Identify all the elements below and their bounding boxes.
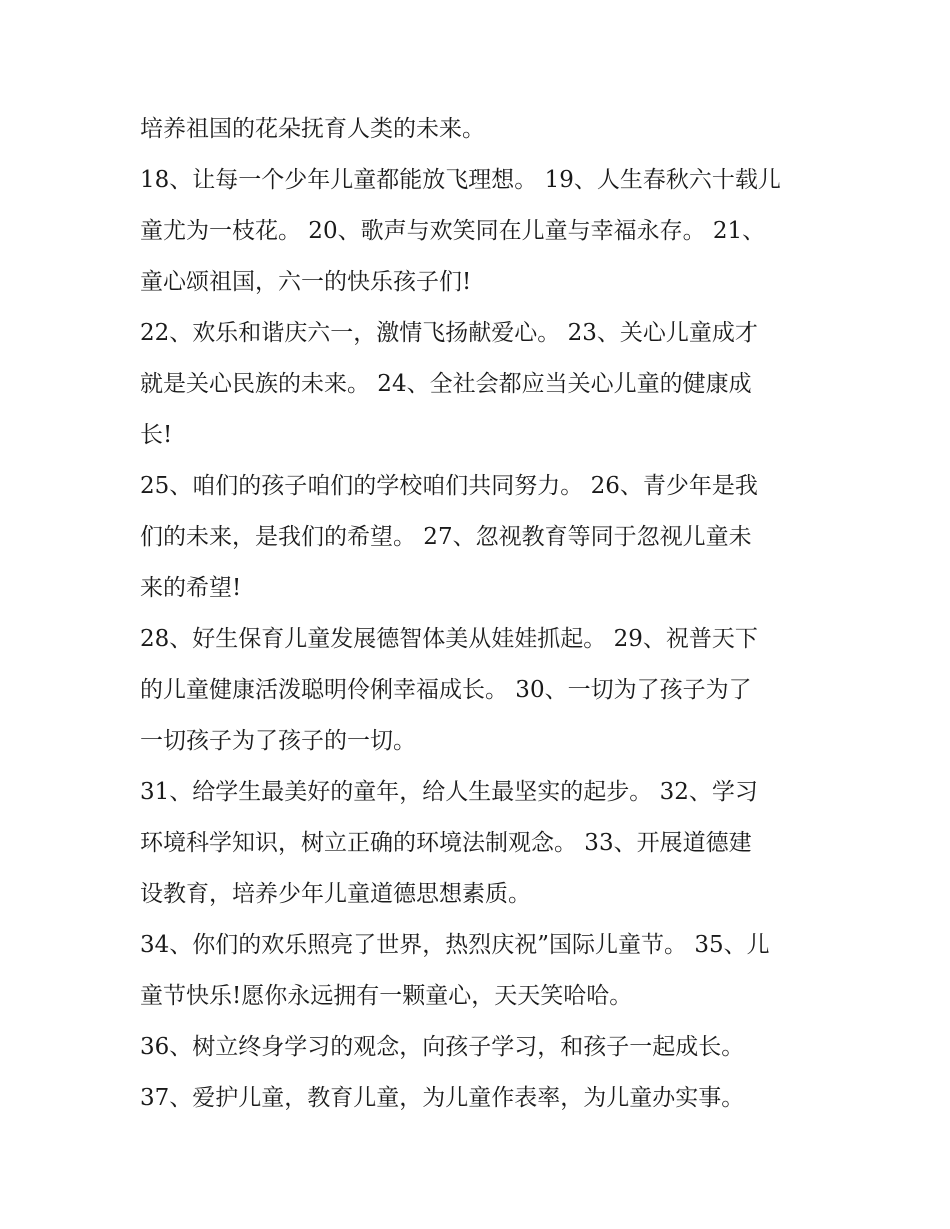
text-line: 来的希望!	[140, 575, 242, 601]
text-line: 培养祖国的花朵抚育人类的未来。	[140, 116, 485, 142]
text-line: 童尤为一枝花。 20、歌声与欢笑同在儿童与幸福永存。 21、	[140, 218, 766, 244]
text-line: 25、咱们的孩子咱们的学校咱们共同努力。 26、青少年是我	[140, 473, 758, 499]
text-line: 18、让每一个少年儿童都能放飞理想。 19、人生春秋六十载儿	[140, 167, 781, 193]
text-line: 37、爱护儿童，教育儿童，为儿童作表率，为儿童办实事。	[140, 1085, 745, 1111]
text-line: 设教育，培养少年儿童道德思想素质。	[140, 881, 531, 907]
text-line: 31、给学生最美好的童年，给人生最坚实的起步。 32、学习	[140, 779, 758, 805]
text-line: 36、树立终身学习的观念，向孩子学习，和孩子一起成长。	[140, 1034, 745, 1060]
text-line: 童节快乐!愿你永远拥有一颗童心，天天笑哈哈。	[140, 983, 633, 1009]
text-line: 环境科学知识，树立正确的环境法制观念。 33、开展道德建	[140, 830, 752, 856]
text-line: 34、你们的欢乐照亮了世界，热烈庆祝”国际儿童节。 35、儿	[140, 932, 770, 958]
text-line: 们的未来，是我们的希望。 27、忽视教育等同于忽视儿童未	[140, 524, 752, 550]
text-line: 22、欢乐和谐庆六一，激情飞扬献爱心。 23、关心儿童成才	[140, 320, 758, 346]
text-line: 就是关心民族的未来。 24、全社会都应当关心儿童的健康成	[140, 371, 752, 397]
text-line: 长!	[140, 422, 173, 448]
text-line: 的儿童健康活泼聪明伶俐幸福成长。 30、一切为了孩子为了	[140, 677, 752, 703]
text-line: 童心颂祖国，六一的快乐孩子们!	[140, 269, 472, 295]
document-body	[140, 104, 830, 1124]
text-line: 一切孩子为了孩子的一切。	[140, 728, 416, 754]
text-line: 28、好生保育儿童发展德智体美从娃娃抓起。 29、祝普天下	[140, 626, 758, 652]
